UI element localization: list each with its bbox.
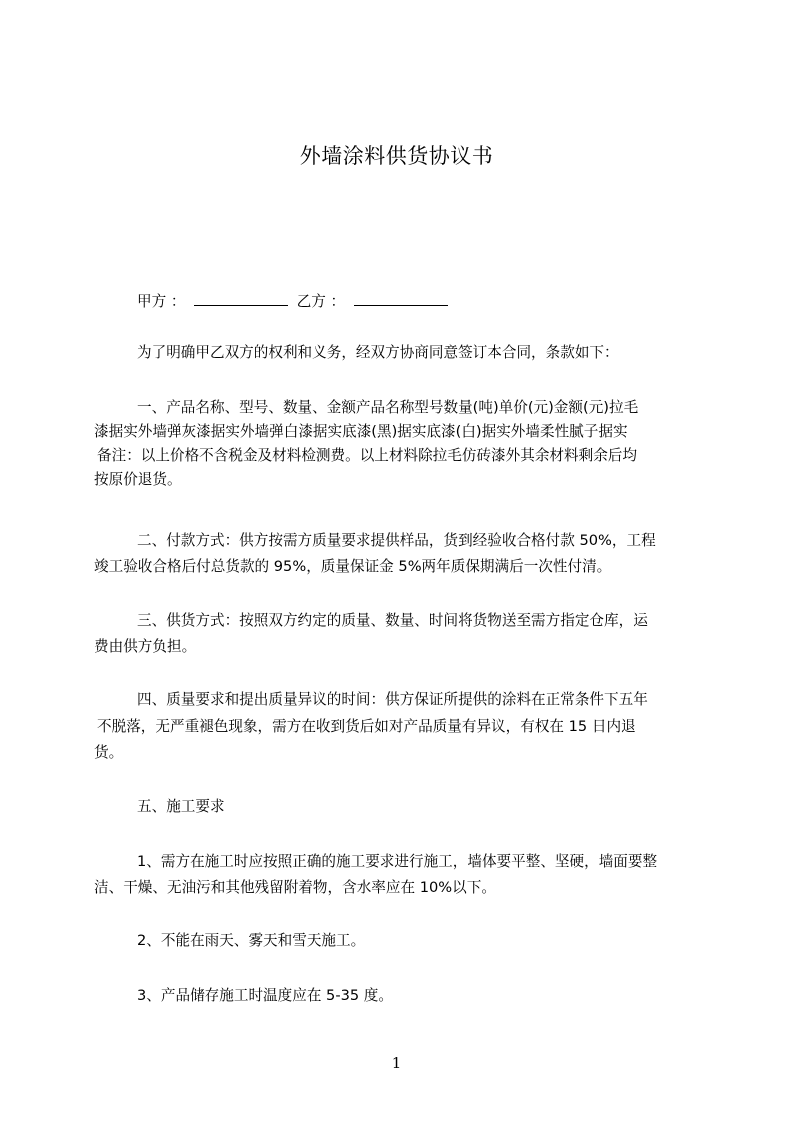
intro-paragraph: 为了明确甲乙双方的权利和义务，经双方协商同意签订本合同，条款如下：	[137, 344, 619, 361]
clause5-heading: 五、施工要求	[137, 798, 225, 815]
clause3-line: 费由供方负担。	[94, 638, 197, 655]
clause2-line: 竣工验收合格后付总货款的 95%，质量保证金 5%两年质保期满后一次性付清。	[94, 558, 612, 575]
clause1-line: 按原价退货。	[94, 471, 182, 488]
clause4-line: 四、质量要求和提出质量异议的时间：供方保证所提供的涂料在正常条件下五年	[137, 691, 648, 708]
party-a-label: 甲方 ：	[137, 293, 186, 310]
clause4-line: 货。	[94, 744, 124, 761]
requirement3: 3、产品储存施工时温度应在 5-35 度。	[137, 987, 393, 1004]
party-b-blank	[354, 291, 448, 306]
requirement2: 2、不能在雨天、雾天和雪天施工。	[137, 932, 366, 949]
clause1-line: 一、产品名称、型号、数量、金额产品名称型号数量(吨)单价(元)金额(元)拉毛	[137, 399, 639, 416]
clause4-line: 不脱落，无严重褪色现象，需方在收到货后如对产品质量有异议，有权在 15 日内退	[97, 718, 636, 735]
page-number: 1	[391, 1054, 402, 1072]
document-title: 外墙涂料供货协议书	[299, 144, 494, 168]
requirement1-line: 洁、干燥、无油污和其他残留附着物，含水率应在 10%以下。	[94, 879, 496, 896]
requirement1-line: 1、需方在施工时应按照正确的施工要求进行施工，墙体要平整、坚硬，墙面要整	[137, 853, 658, 870]
clause1-line: 漆据实外墙弹灰漆据实外墙弹白漆据实底漆(黑)据实底漆(白)据实外墙柔性腻子据实	[94, 423, 628, 440]
clause2-line: 二、付款方式：供方按需方质量要求提供样品，货到经验收合格付款 50%，工程	[137, 532, 656, 549]
party-b-label: 乙方 ：	[296, 293, 346, 310]
parties-row	[137, 290, 452, 314]
party-a-blank	[194, 291, 288, 306]
clause3-line: 三、供货方式：按照双方约定的质量、数量、时间将货物送至需方指定仓库，运	[137, 612, 648, 629]
clause1-line: 备注：以上价格不含税金及材料检测费。以上材料除拉毛仿砖漆外其余材料剩余后均	[97, 447, 637, 464]
